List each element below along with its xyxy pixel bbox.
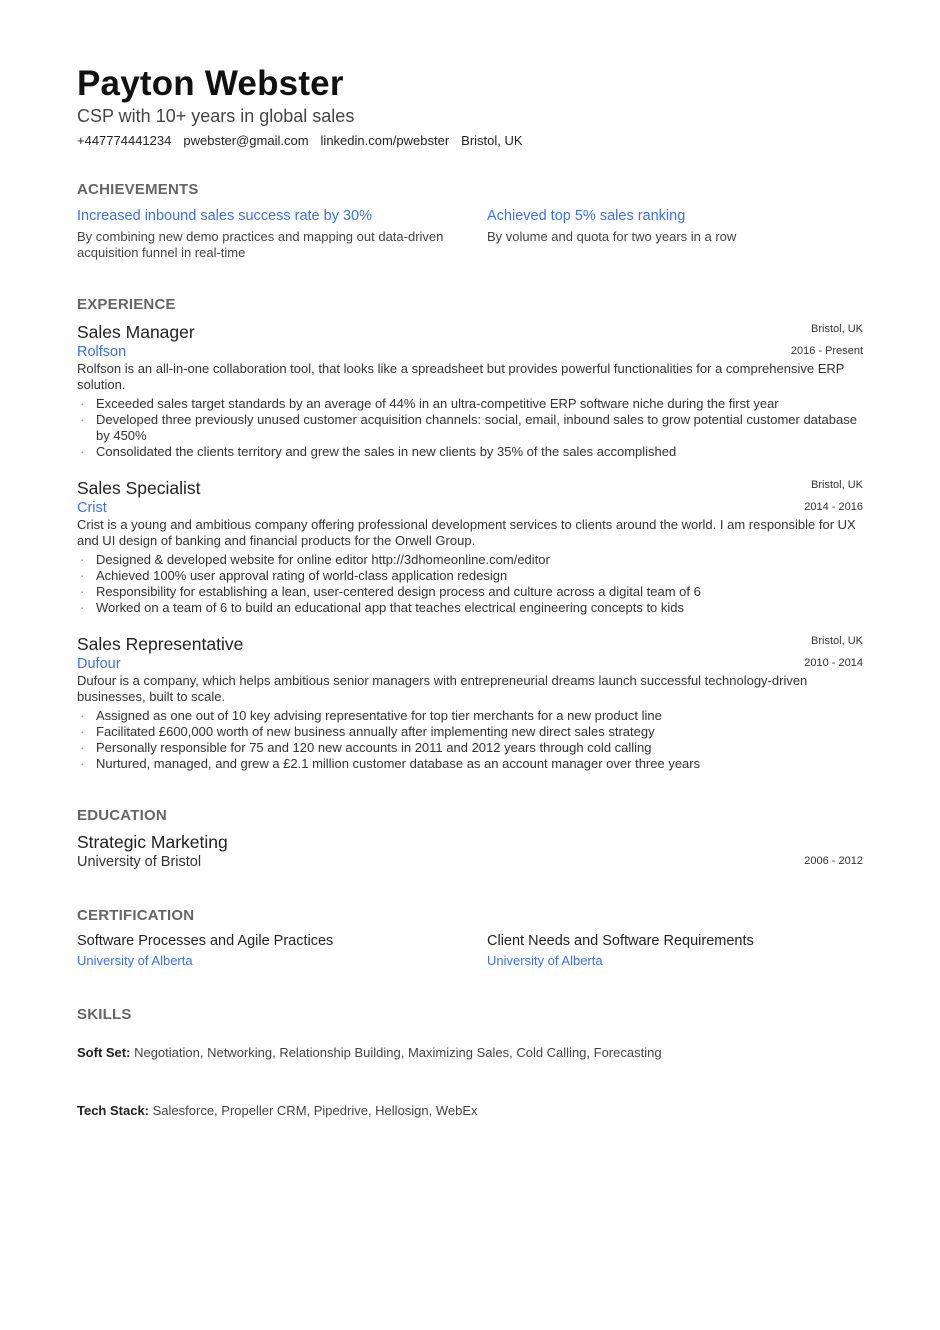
job-company: Dufour (77, 656, 121, 672)
education-dates: 2006 - 2012 (804, 855, 863, 867)
job-bullet: · Consolidated the clients territory and grew the sales in new clients by 35% of the sales accomplished (77, 444, 863, 460)
job-entry (77, 321, 863, 460)
contact-linkedin[interactable]: linkedin.com/pwebster (320, 133, 450, 148)
job-title: Sales Manager (77, 322, 195, 342)
job-title: Sales Representative (77, 634, 244, 654)
job-bullets (77, 396, 863, 460)
certification-item (487, 933, 754, 968)
job-bullet: · Worked on a team of 6 to build an educational app that teaches electrical engineering concepts to kids (77, 600, 863, 616)
achievements-heading: ACHIEVEMENTS (77, 181, 199, 198)
candidate-name: Payton Webster (77, 64, 344, 103)
job-location: Bristol, UK (811, 323, 863, 335)
job-bullet: · Personally responsible for 75 and 120 new accounts in 2011 and 2012 years through cold calling (77, 740, 863, 756)
certification-title: Software Processes and Agile Practices (77, 933, 334, 949)
job-bullets (77, 552, 863, 616)
job-bullet: · Designed & developed website for online editor http://3dhomeonline.com/editor (77, 552, 863, 568)
achievement-desc: By volume and quota for two years in a row (487, 229, 737, 244)
skill-group-values: Negotiation, Networking, Relationship Building, Maximizing Sales, Cold Calling, Forecasting (134, 1045, 662, 1060)
job-dates: 2014 - 2016 (804, 501, 863, 513)
certification-issuer: University of Alberta (77, 953, 193, 968)
job-description: Crist is a young and ambitious company offering professional development services to clients around the world. I am responsible for UX and UI design of banking and financial products for the Orwell Group. (77, 517, 856, 548)
job-bullet: · Facilitated £600,000 worth of new business annually after implementing new direct sales strategy (77, 724, 863, 740)
candidate-subtitle: CSP with 10+ years in global sales (77, 106, 355, 126)
certification-item (77, 933, 333, 968)
skill-group-soft (77, 1045, 662, 1060)
skill-group-label: Soft Set: (77, 1045, 131, 1060)
job-entry (77, 477, 863, 616)
job-entry (77, 633, 863, 772)
job-bullet: · Nurtured, managed, and grew a £2.1 million customer database as an account manager over three years (77, 756, 863, 772)
certification-heading: CERTIFICATION (77, 907, 195, 924)
skill-group-values: Salesforce, Propeller CRM, Pipedrive, Hellosign, WebEx (152, 1103, 478, 1118)
experience-heading: EXPERIENCE (77, 296, 176, 313)
job-bullet: · Assigned as one out of 10 key advising representative for top tier merchants for a new product line (77, 708, 863, 724)
education-degree: Strategic Marketing (77, 832, 228, 852)
job-location: Bristol, UK (811, 635, 863, 647)
achievement-title: Increased inbound sales success rate by 30% (77, 208, 373, 224)
achievement-item (77, 207, 447, 261)
achievement-item (487, 207, 857, 245)
skills-heading: SKILLS (77, 1006, 132, 1023)
contact-email[interactable]: pwebster@gmail.com (183, 133, 309, 148)
skill-group-tech (77, 1103, 478, 1118)
certification-title: Client Needs and Software Requirements (487, 933, 754, 949)
job-description: Dufour is a company, which helps ambitious senior managers with entrepreneurial dreams launch successful technology-driven businesses, built to scale. (77, 673, 808, 704)
job-company: Crist (77, 500, 107, 516)
education-school: University of Bristol (77, 854, 202, 870)
job-company: Rolfson (77, 344, 127, 360)
achievement-title: Achieved top 5% sales ranking (487, 208, 686, 224)
job-bullet: · Responsibility for establishing a lean, user-centered design process and culture across a digital team of 6 (77, 584, 863, 600)
contact-phone: +447774441234 (77, 133, 172, 148)
job-location: Bristol, UK (811, 479, 863, 491)
job-dates: 2010 - 2014 (804, 657, 863, 669)
job-bullet: · Achieved 100% user approval rating of world-class application redesign (77, 568, 863, 584)
education-heading: EDUCATION (77, 807, 167, 824)
certification-issuer: University of Alberta (487, 953, 603, 968)
contact-info (77, 133, 523, 148)
job-dates: 2016 - Present (790, 345, 863, 357)
job-bullet: · Developed three previously unused customer acquisition channels: social, email, inbound sales to grow potential customer database by 450% (77, 412, 863, 444)
job-bullet: · Exceeded sales target standards by an average of 44% in an ultra-competitive ERP software niche during the first year (77, 396, 863, 412)
job-description: Rolfson is an all-in-one collaboration tool, that looks like a spreadsheet but provides powerful functionalities for a comprehensive ERP solution. (77, 361, 845, 392)
contact-location: Bristol, UK (461, 133, 523, 148)
achievement-desc: By combining new demo practices and mapping out data-driven acquisition funnel in real-time (77, 229, 444, 260)
skill-group-label: Tech Stack: (77, 1103, 150, 1118)
job-bullets (77, 708, 863, 772)
job-title: Sales Specialist (77, 478, 201, 498)
